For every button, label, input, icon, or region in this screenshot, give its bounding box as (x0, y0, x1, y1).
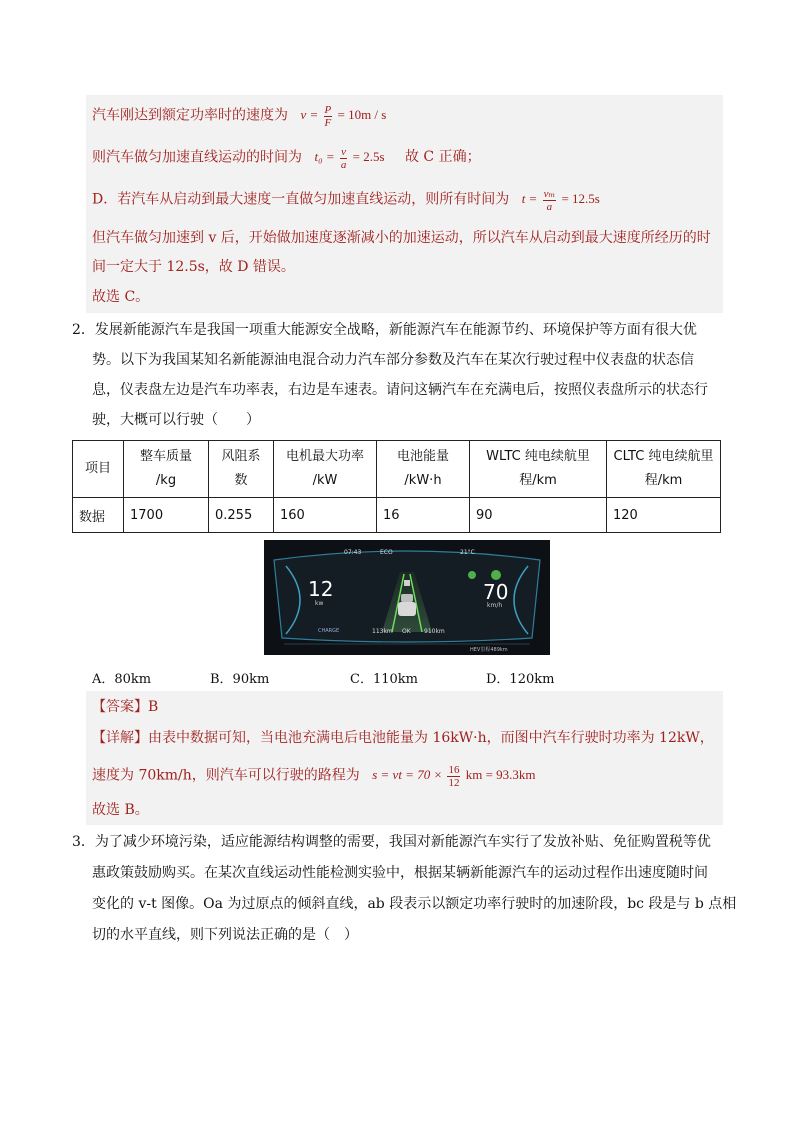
question-2-line-1: 2．发展新能源汽车是我国一项重大能源安全战略，新能源汽车在能源节约、环境保护等方面有很大优 (72, 322, 697, 338)
power-value: 12 (308, 577, 334, 601)
table-header-cell: 风阻系 数 (209, 441, 274, 498)
ok-indicator: OK (402, 628, 411, 635)
table-header-cell: CLTC 纯电续航里 程/km (607, 441, 721, 498)
solution-line-1: 汽车刚达到额定功率时的速度为 v = $\frac{P}{F}$ = 10m / s (92, 104, 387, 129)
power-unit: kw (315, 600, 324, 607)
table-cell: 1700 (124, 498, 209, 533)
question-3-line-2: 惠政策鼓励购买。在某次直线运动性能检测实验中，根据某辆新能源汽车的运动过程作出速度随时间 (92, 865, 708, 881)
table-cell: 16 (377, 498, 470, 533)
question-3-line-3: 变化的 v-t 图像。Oa 为过原点的倾斜直线，ab 段表示以额定功率行驶时的加速阶段，bc 段是与 b 点相 (92, 896, 737, 912)
odometer: 910km (424, 628, 445, 635)
solution-block-q2 (86, 691, 723, 825)
option-d: D．120km (486, 672, 555, 687)
table-cell: 90 (470, 498, 607, 533)
fraction: $\frac{\text{vₘ}}{a}$ (543, 188, 556, 213)
question-2-line-2: 势。以下为我国某知名新能源油电混合动力汽车部分参数及汽车在某次行驶过程中仪表盘的状态信 (92, 352, 694, 368)
answer-label: 【答案】 (92, 699, 148, 715)
option-b: B．90km (210, 672, 270, 687)
answer-value: B (148, 699, 159, 715)
hev-range: HEV里程489km (470, 647, 508, 653)
parameter-table (72, 440, 721, 533)
table-header-cell: 整车质量 /kg (124, 441, 209, 498)
table-cell: 120 (607, 498, 721, 533)
table-row (73, 498, 721, 533)
table-header-cell: 项目 (73, 441, 124, 498)
fraction: $\frac{16}{12}$ (448, 764, 460, 789)
speed-unit: km/h (487, 602, 503, 609)
table-cell: 数据 (73, 498, 124, 533)
fraction: $\frac{P}{F}$ (324, 104, 332, 129)
explanation-line-2: 速度为 70km/h，则汽车可以行驶的路程为 s = vt = 70 × $\frac{16}{12}$ km = 93.3km (92, 764, 536, 789)
solution-line-2: 则汽车做匀加速直线运动的时间为 t₀ = $\frac{v}{a}$ = 2.5s 故 C 正确； (92, 146, 481, 171)
table-header-cell: 电机最大功率 /kW (274, 441, 377, 498)
dash-temperature: 21°C (460, 549, 475, 556)
explanation-label: 【详解】 (92, 730, 148, 746)
solution-line-5: 间一定大于 12.5s，故 D 错误。 (92, 259, 295, 275)
explanation-line-1: 【详解】由表中数据可知，当电池充满电后电池能量为 16kW·h，而图中汽车行驶时功率为 12kW， (92, 730, 714, 746)
dashboard-image (264, 540, 550, 655)
solution-line-4: 但汽车做匀加速到 v 后，开始做加速度逐渐减小的加速运动，所以汽车从启动到最大速度所经历的时 (92, 230, 711, 246)
table-cell: 0.255 (209, 498, 274, 533)
table-header-row (73, 441, 721, 498)
dash-eco-mode: ECO (380, 549, 393, 556)
solution-conclusion: 故选 C。 (92, 289, 150, 305)
answer-line (92, 697, 158, 717)
solution-line-3: D．若汽车从启动到最大速度一直做匀加速直线运动，则所有时间为 t = $\frac{\text{vₘ}}{a}$ = 12.5s (92, 188, 600, 213)
option-c: C．110km (350, 672, 418, 687)
speed-value: 70 (483, 580, 509, 604)
table-cell: 160 (274, 498, 377, 533)
ev-range: 113km (372, 628, 393, 635)
question-2-line-3: 息，仪表盘左边是汽车功率表，右边是车速表。请问这辆汽车在充满电后，按照仪表盘所示的状态行 (92, 382, 708, 398)
question-2-line-4: 驶，大概可以行驶（ ） (92, 412, 260, 428)
option-a: A．80km (92, 672, 152, 687)
charge-label: CHARGE (318, 628, 340, 634)
explanation-conclusion: 故选 B。 (92, 802, 149, 818)
table-header-cell: 电池能量 /kW·h (377, 441, 470, 498)
fraction: $\frac{v}{a}$ (340, 146, 347, 171)
question-3-line-1: 3．为了减少环境污染，适应能源结构调整的需要，我国对新能源汽车实行了发放补贴、免征购置税等优 (72, 834, 711, 850)
question-3-line-4: 切的水平直线，则下列说法正确的是（ ） (92, 927, 358, 943)
table-header-cell: WLTC 纯电续航里 程/km (470, 441, 607, 498)
dash-time: 07:43 (344, 549, 362, 556)
